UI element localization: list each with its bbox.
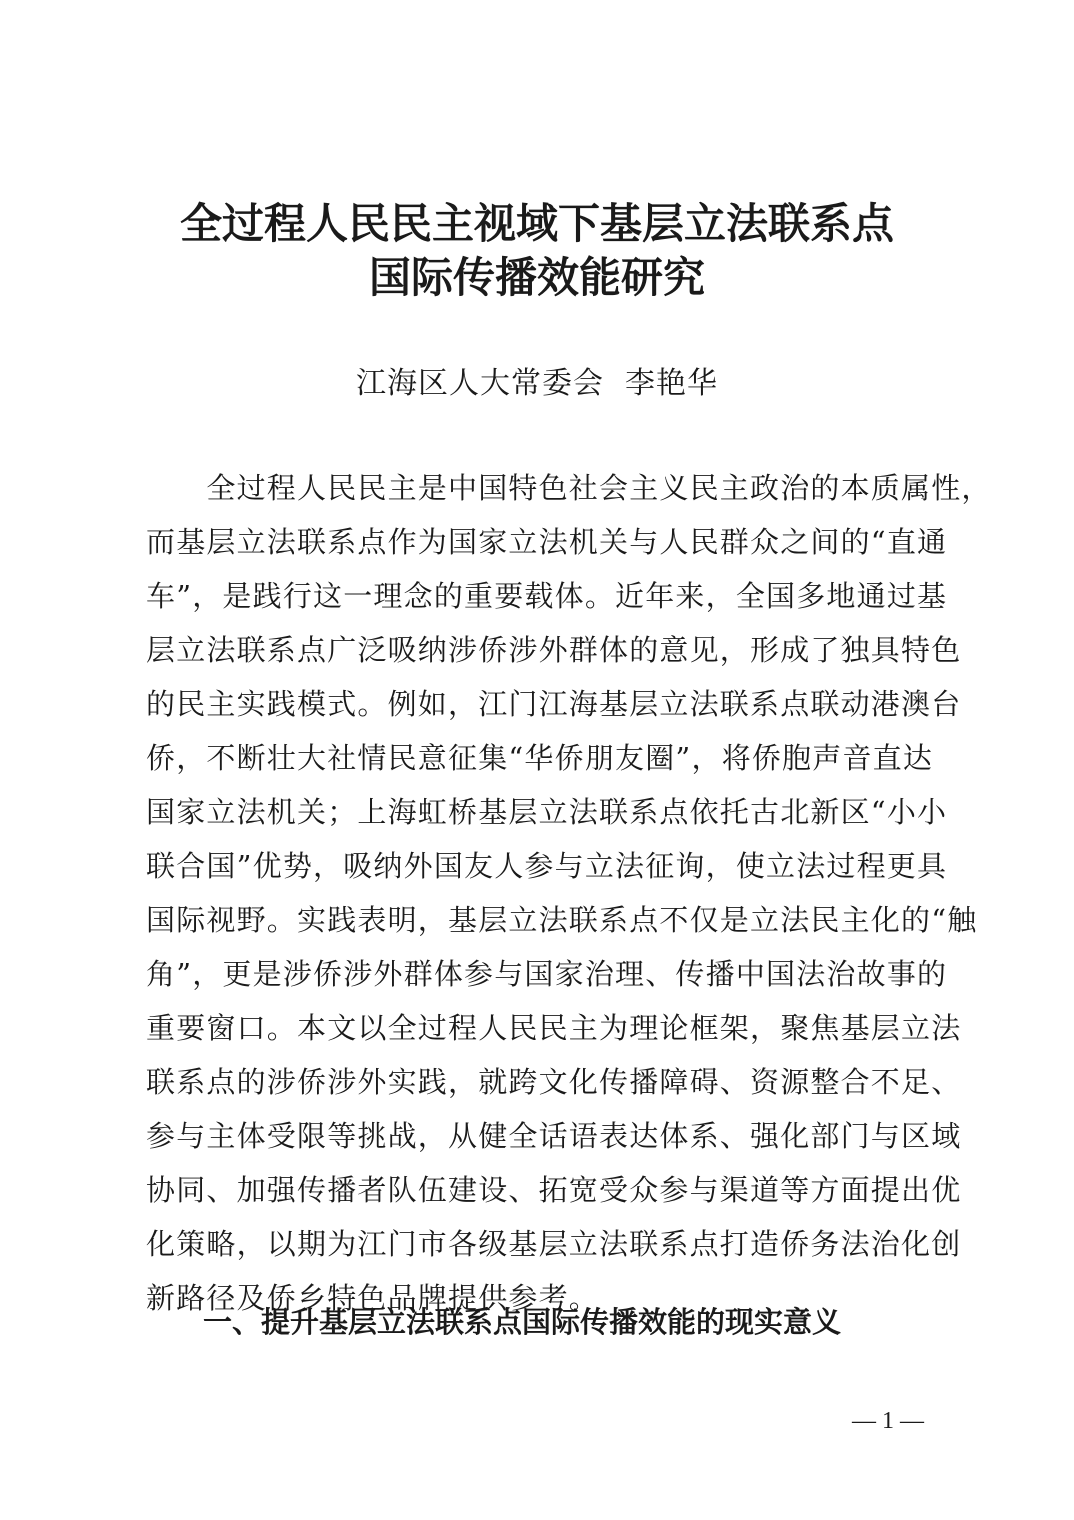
paragraph-line: 重要窗口。本文以全过程人民民主为理论框架，聚焦基层立法 — [146, 1011, 962, 1045]
paragraph-line: 国家立法机关；上海虹桥基层立法联系点依托古北新区“小小 — [146, 795, 948, 829]
paragraph-line: 全过程人民民主是中国特色社会主义民主政治的本质属性， — [146, 471, 992, 505]
document-title-line-2: 国际传播效能研究 — [368, 253, 705, 302]
paragraph-line: 车”，是践行这一理念的重要载体。近年来，全国多地通过基 — [146, 579, 948, 613]
author-line: 江海区人大常委会 李艳华 — [355, 366, 719, 401]
page-number: — 1 — — [852, 1408, 924, 1434]
paragraph-line: 联系点的涉侨涉外实践，就跨文化传播障碍、资源整合不足、 — [146, 1065, 962, 1099]
paragraph-line: 侨，不断壮大社情民意征集“华侨朋友圈”，将侨胞声音直达 — [146, 741, 934, 775]
paragraph-line: 而基层立法联系点作为国家立法机关与人民群众之间的“直通 — [146, 525, 948, 559]
paragraph-line: 联合国”优势，吸纳外国友人参与立法征询，使立法过程更具 — [146, 849, 948, 883]
section-heading: 一、提升基层立法联系点国际传播效能的现实意义 — [203, 1305, 842, 1339]
paragraph-line: 参与主体受限等挑战，从健全话语表达体系、强化部门与区域 — [146, 1119, 962, 1153]
document-title-line-1: 全过程人民民主视域下基层立法联系点 — [179, 199, 894, 248]
intro-paragraph — [146, 461, 992, 1325]
paragraph-line: 角”，更是涉侨涉外群体参与国家治理、传播中国法治故事的 — [146, 957, 948, 991]
paragraph-line: 层立法联系点广泛吸纳涉侨涉外群体的意见，形成了独具特色 — [146, 633, 962, 667]
paragraph-line: 协同、加强传播者队伍建设、拓宽受众参与渠道等方面提出优 — [146, 1173, 962, 1207]
paragraph-line: 的民主实践模式。例如，江门江海基层立法联系点联动港澳台 — [146, 687, 962, 721]
paragraph-line: 国际视野。实践表明，基层立法联系点不仅是立法民主化的“触 — [146, 903, 978, 937]
paragraph-line: 新路径及侨乡特色品牌提供参考。 — [146, 1281, 600, 1315]
paragraph-line: 化策略，以期为江门市各级基层立法联系点打造侨务法治化创 — [146, 1227, 962, 1261]
